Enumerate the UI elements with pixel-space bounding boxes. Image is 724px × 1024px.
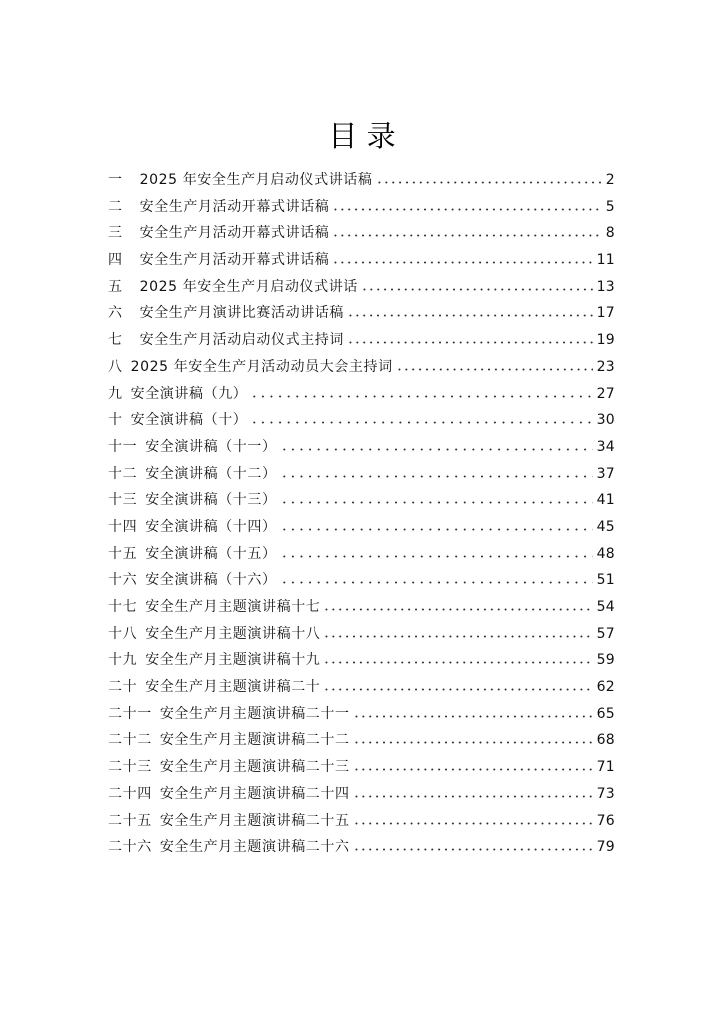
toc-entry-title: 安全生产月主题演讲稿十九 [145,652,321,669]
toc-entry-number: 二十四 [108,785,152,802]
toc-leader-dots [280,448,593,451]
toc-entry [108,781,615,808]
toc-entry-page: 27 [596,385,615,402]
toc-entry-title: 安全生产月主题演讲稿二十一 [159,705,350,722]
toc-entry-number: 二十六 [108,839,152,856]
toc-entry-page: 45 [596,518,615,535]
toc-leader-dots [353,741,593,744]
toc-entry-page: 79 [596,839,615,856]
toc-entry-title: 安全演讲稿（十三） [145,492,277,509]
toc-entry-page: 37 [596,465,615,482]
toc-entry-title: 2025 年安全生产月启动仪式讲话稿 [139,172,373,188]
toc-leader-dots [280,555,593,558]
toc-leader-dots [332,261,592,264]
toc-leader-dots [250,395,592,398]
toc-entry-page: 41 [596,492,615,509]
toc-entry [108,727,615,754]
toc-entry-number: 十八 [108,625,138,642]
toc-entry-title: 安全生产月主题演讲稿二十四 [159,785,350,802]
toc-entry [108,834,615,861]
toc-entry-title: 安全演讲稿（十二） [145,465,277,482]
toc-leader-dots [332,234,601,237]
toc-entry [108,541,615,568]
toc-entry-page: 30 [596,412,615,429]
toc-entry-number: 九 [108,385,123,402]
toc-entry [108,220,615,247]
toc-entry [108,461,615,488]
toc-entry-page: 23 [596,358,615,375]
toc-leader-dots [323,635,592,638]
toc-entry [108,647,615,674]
toc-entry-number: 十二 [108,465,138,482]
toc-leader-dots [353,768,593,771]
toc-entry-page: 76 [596,812,615,829]
page-title: 目 录 [328,119,396,154]
toc-leader-dots [347,341,593,344]
toc-entry-number: 二十五 [108,812,152,829]
toc-leader-dots [280,581,593,584]
toc-leader-dots [396,368,593,371]
toc-entry-page: 57 [596,625,615,642]
toc-entry [108,754,615,781]
toc-entry [108,274,615,301]
toc-leader-dots [332,208,601,211]
toc-leader-dots [323,608,592,611]
toc-entry-number: 二十 [108,679,138,696]
toc-entry-title: 安全生产月演讲比赛活动讲话稿 [139,305,345,322]
toc-entry-page: 54 [596,599,615,615]
toc-entry-title: 安全生产月活动启动仪式主持词 [139,332,345,349]
toc-entry-page: 62 [596,679,615,696]
toc-entry-title: 安全生产月主题演讲稿二十 [145,679,321,696]
toc-entry [108,514,615,541]
toc-entry-title: 安全生产月活动开幕式讲话稿 [139,198,330,215]
toc-leader-dots [323,688,592,691]
toc-entry-title: 安全生产月主题演讲稿十七 [145,599,321,615]
table-of-contents [108,167,615,861]
toc-leader-dots [353,715,593,718]
toc-entry-page: 48 [596,545,615,562]
toc-leader-dots [353,848,593,851]
toc-entry-number: 七 [108,332,123,349]
toc-entry [108,327,615,354]
toc-entry-number: 十七 [108,599,138,615]
toc-entry [108,381,615,408]
toc-leader-dots [361,288,593,291]
toc-entry-number: 八 [108,358,123,375]
toc-entry-title: 安全演讲稿（十） [130,412,248,429]
toc-entry-page: 51 [596,572,615,589]
toc-entry-title: 安全生产月活动开幕式讲话稿 [139,252,330,269]
toc-entry-number: 十一 [108,438,138,455]
toc-entry-number: 二十一 [108,705,152,722]
toc-entry-title: 安全演讲稿（十五） [145,545,277,562]
toc-entry-title: 安全演讲稿（九） [130,385,248,402]
toc-entry-number: 十四 [108,518,138,535]
toc-entry-page: 2 [605,172,615,188]
toc-entry [108,701,615,728]
toc-leader-dots [376,181,602,184]
toc-entry [108,167,615,194]
toc-entry-page: 19 [596,332,615,349]
toc-leader-dots [250,421,592,424]
toc-entry-title: 安全生产月主题演讲稿二十三 [159,759,350,776]
toc-entry-number: 十五 [108,545,138,562]
toc-entry-page: 59 [596,652,615,669]
toc-entry-page: 5 [605,198,615,215]
toc-entry-title: 安全演讲稿（十四） [145,518,277,535]
toc-entry-title: 安全生产月主题演讲稿二十五 [159,812,350,829]
toc-entry-page: 71 [596,759,615,776]
toc-leader-dots [280,501,593,504]
toc-entry-page: 17 [596,305,615,322]
toc-entry [108,594,615,621]
toc-entry [108,194,615,221]
toc-entry-page: 11 [596,252,615,269]
toc-leader-dots [280,475,593,478]
toc-entry [108,247,615,274]
toc-entry-number: 二十二 [108,732,152,749]
toc-entry [108,674,615,701]
toc-entry-number: 六 [108,305,123,322]
toc-entry-number: 三 [108,225,123,242]
toc-entry-number: 五 [108,278,123,295]
toc-entry-page: 8 [605,225,615,242]
toc-entry [108,354,615,381]
toc-entry-number: 二 [108,198,123,215]
toc-entry [108,407,615,434]
toc-leader-dots [347,314,593,317]
toc-entry [108,567,615,594]
toc-entry [108,808,615,835]
toc-entry-page: 65 [596,705,615,722]
toc-entry-page: 13 [596,278,615,295]
toc-leader-dots [353,795,593,798]
toc-entry-page: 68 [596,732,615,749]
toc-entry-number: 一 [108,172,123,188]
toc-entry-title: 安全生产月主题演讲稿十八 [145,625,321,642]
toc-entry-number: 二十三 [108,759,152,776]
toc-leader-dots [353,822,593,825]
toc-entry-title: 安全生产月主题演讲稿二十二 [159,732,350,749]
toc-entry-title: 2025 年安全生产月活动动员大会主持词 [130,358,393,375]
toc-leader-dots [280,528,593,531]
toc-entry-page: 34 [596,438,615,455]
toc-entry-title: 2025 年安全生产月启动仪式讲话 [139,278,358,295]
toc-entry [108,434,615,461]
toc-entry [108,487,615,514]
toc-entry-title: 安全生产月活动开幕式讲话稿 [139,225,330,242]
toc-entry-number: 四 [108,252,123,269]
toc-leader-dots [323,661,592,664]
toc-entry-title: 安全演讲稿（十六） [145,572,277,589]
toc-entry-number: 十三 [108,492,138,509]
toc-entry-title: 安全演讲稿（十一） [145,438,277,455]
toc-entry-title: 安全生产月主题演讲稿二十六 [159,839,350,856]
toc-entry-number: 十九 [108,652,138,669]
toc-entry [108,621,615,648]
toc-entry-number: 十 [108,412,123,429]
toc-entry [108,300,615,327]
toc-entry-number: 十六 [108,572,138,589]
toc-entry-page: 73 [596,785,615,802]
